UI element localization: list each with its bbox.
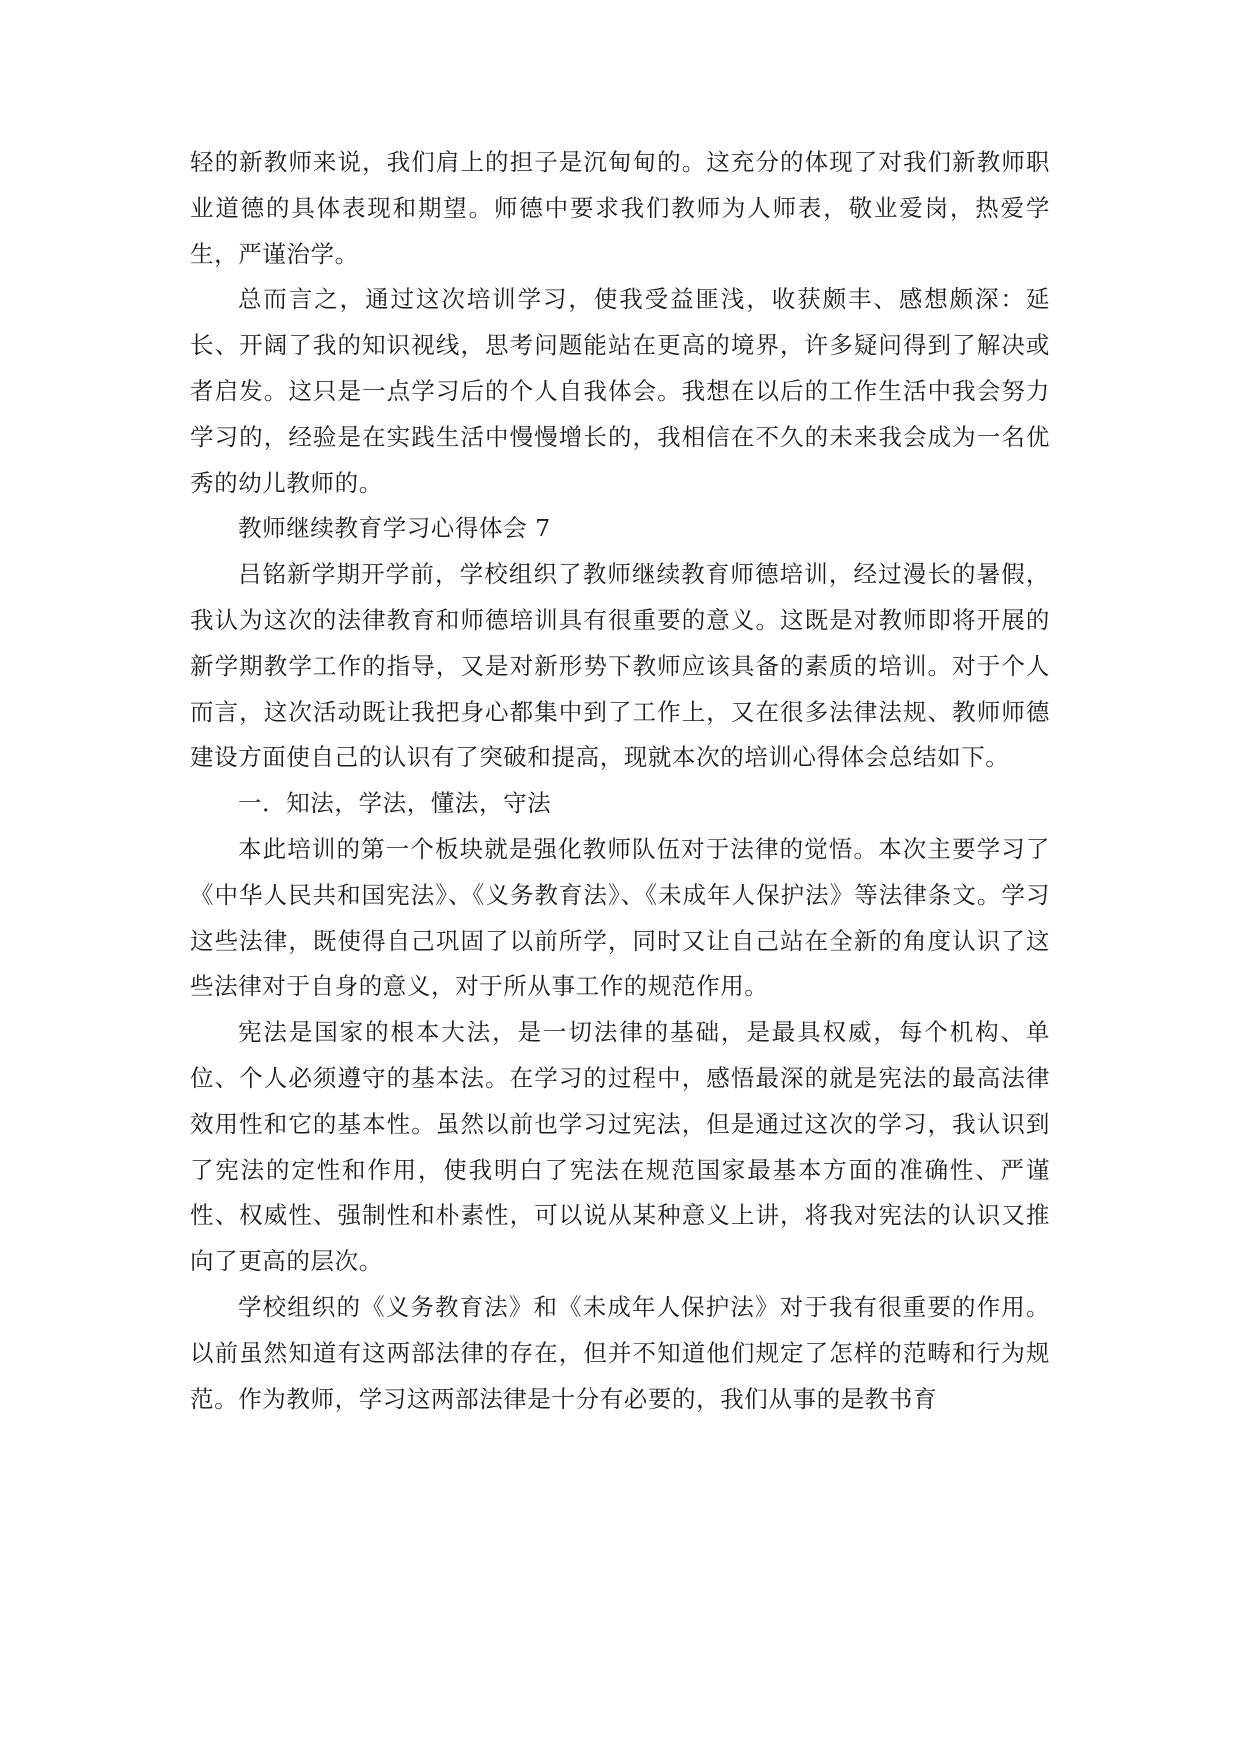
paragraph-continued: 轻的新教师来说，我们肩上的担子是沉甸甸的。这充分的体现了对我们新教师职业道德的具体表现和期望。师德中要求我们教师为人师表，敬业爱岗，热爱学生，严谨治学。	[190, 148, 1050, 268]
document-body	[190, 140, 1050, 1422]
paragraph-law-study: 本此培训的第一个板块就是强化教师队伍对于法律的觉悟。本次主要学习了《中华人民共和国宪法》、《义务教育法》、《未成年人保护法》等法律条文。学习这些法律，既使得自己巩固了以前所学，同时又让自己站在全新的角度认识了这些法律对于自身的意义，对于所从事工作的规范作用。	[190, 834, 1050, 1001]
paragraph-summary: 总而言之，通过这次培训学习，使我受益匪浅，收获颇丰、感想颇深：延长、开阔了我的知识视线，思考问题能站在更高的境界，许多疑问得到了解决或者启发。这只是一点学习后的个人自我体会。我想在以后的工作生活中我会努力学习的，经验是在实践生活中慢慢增长的，我相信在不久的未来我会成为一名优秀的幼儿教师的。	[190, 285, 1050, 497]
section-heading: 教师继续教育学习心得体会 7	[238, 514, 551, 543]
paragraph-constitution: 宪法是国家的根本大法，是一切法律的基础，是最具权威，每个机构、单位、个人必须遵守的基本法。在学习的过程中，感悟最深的就是宪法的最高法律效用性和它的基本性。虽然以前也学习过宪法，但是通过这次的学习，我认识到了宪法的定性和作用，使我明白了宪法在规范国家最基本方面的准确性、严谨性、权威性、强制性和朴素性，可以说从某种意义上讲，将我对宪法的认识又推向了更高的层次。	[190, 1018, 1050, 1276]
subsection-heading: 一．知法，学法，懂法，守法	[238, 789, 552, 818]
paragraph-intro: 吕铭新学期开学前，学校组织了教师继续教育师德培训，经过漫长的暑假，我认为这次的法律教育和师德培训具有很重要的意义。这既是对教师即将开展的新学期教学工作的指导，又是对新形势下教师应该具备的素质的培训。对于个人而言，这次活动既让我把身心都集中到了工作上，又在很多法律法规、教师师德建设方面使自己的认识有了突破和提高，现就本次的培训心得体会总结如下。	[190, 560, 1050, 772]
paragraph-education-law: 学校组织的《义务教育法》和《未成年人保护法》对于我有很重要的作用。以前虽然知道有这两部法律的存在，但并不知道他们规定了怎样的范畴和行为规范。作为教师，学习这两部法律是十分有必要的，我们从事的是教书育	[190, 1292, 1050, 1413]
